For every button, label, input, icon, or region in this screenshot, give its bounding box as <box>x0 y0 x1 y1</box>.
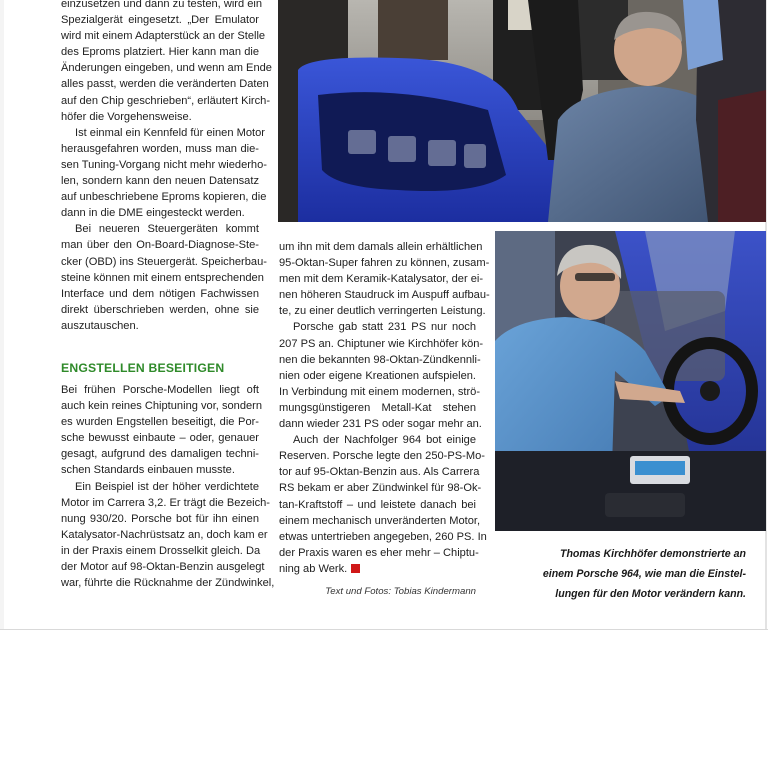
text-line: RS bekam er aber Zündwinkel für 98-Ok- <box>279 482 482 495</box>
caption-line: lungen für den Motor verändern kann. <box>555 588 746 600</box>
text-line: höfer die Vorgehensweise. <box>61 110 192 123</box>
text-line: Spezialgerät eingesetzt. „Der Emulator <box>61 14 259 27</box>
paragraph-964 <box>279 432 487 577</box>
photo-credit: Text und Fotos: Tobias Kindermann <box>325 586 476 597</box>
text-line: men mit dem Keramik-Katalysator, der ei- <box>279 273 484 286</box>
text-line: Porsche gab statt 231 PS nur noch <box>293 321 476 334</box>
text-line: gesagt, aufgrund des damaligen techni- <box>61 448 259 461</box>
end-of-article-mark <box>351 564 360 573</box>
caption-line: einem Porsche 964, wie man die Einstel- <box>542 568 746 580</box>
text-line: 95-Oktan-Super fahren zu können, zusam- <box>279 257 490 270</box>
text-line: Interface und dem nötigen Fachwissen <box>61 287 259 300</box>
paragraph-231-ps <box>279 319 484 432</box>
text-line: herausgefahren worden, muss man die- <box>61 142 259 155</box>
text-line: Ist einmal ein Kennfeld für einen Motor <box>75 126 265 139</box>
text-line: len, sondern kann den neuen Datensatz <box>61 175 259 188</box>
text-line: Bei frühen Porsche-Modellen liegt oft <box>61 383 259 396</box>
caption-line: Thomas Kirchhöfer demonstrierte an <box>559 548 746 560</box>
text-line: es wurden Engstellen beseitigt, die Por- <box>61 416 259 429</box>
text-line: mungsgünstigeren Metall-Kat stehen <box>279 401 476 414</box>
text-column-middle <box>279 239 490 577</box>
text-line: Motor im Carrera 3,2. Er trägt die Bezeich- <box>61 496 271 509</box>
page-bottom-edge <box>0 629 768 630</box>
text-line: Katalysator-Nachrüstsatz an, doch kam er <box>61 528 268 541</box>
text-line: cker (OBD) ins Steuergerät. Speicherbau- <box>61 255 267 268</box>
text-line: der Praxis waren es eher mehr – Chiptu- <box>279 546 479 559</box>
text-line: sche bewusst einbaute – oder, genauer <box>61 432 259 445</box>
text-line: des Eproms platziert. Hier kann man die <box>61 46 259 59</box>
text-line: sen Tuning-Vorgang nicht mehr wiederho- <box>61 158 267 171</box>
text-line: war, führte die Rücknahme der Zündwinkel, <box>61 577 275 590</box>
paragraph-obd <box>61 221 267 334</box>
paragraph-carrera <box>61 479 275 592</box>
text-line: Auch der Nachfolger 964 bot einige <box>293 434 476 447</box>
photo-caption <box>495 544 746 604</box>
text-line: Reserven. Porsche legte den 250-PS-Mo- <box>279 450 485 463</box>
text-line: in der Praxis einem Drosselkit gleich. Da <box>61 544 261 557</box>
photo-cockpit-illustration <box>495 231 766 531</box>
text-line: schen Standards einbauen musste. <box>61 464 235 477</box>
text-line: tor auf 95-Oktan-Benzin aus. Als Carrera <box>279 466 480 479</box>
text-line: nung 930/20. Porsche bot für ihn einen <box>61 512 259 525</box>
text-line: dann in die DME eingesteckt werden. <box>61 207 245 220</box>
paragraph-kennfeld <box>61 125 267 222</box>
text-line: In Verbindung mit einem modernen, strö- <box>279 385 481 398</box>
text-line: ning ab Werk. <box>279 561 476 577</box>
paragraph-engstellen <box>61 382 263 479</box>
text-line: man über den On-Board-Diagnose-Ste- <box>61 239 259 252</box>
text-line: te, zu einer deutlich verringerten Leistung. <box>279 305 486 318</box>
section-heading: ENGSTELLEN BESEITIGEN <box>61 360 225 375</box>
text-line: tan-Kraftstoff – und leistete danach bei <box>279 498 476 511</box>
text-line: alles passt, werden die veränderten Daten <box>61 78 269 91</box>
text-line: 207 PS an. Chiptuner wie Kirchhöfer kön- <box>279 337 484 350</box>
text-line: auch kein reines Chiptuning vor, sondern <box>61 400 263 413</box>
text-line: der Motor auf 98-Oktan-Benzin ausgelegt <box>61 561 265 573</box>
photo-porsche-engine-crowd <box>278 0 766 222</box>
text-line: Ein Beispiel ist der höher verdichtete <box>75 480 259 493</box>
text-line: direkt überschrieben werden, ohne sie <box>61 303 259 316</box>
page-left-shadow <box>0 0 4 630</box>
text-line: auszutauschen. <box>61 319 139 332</box>
text-line: Änderungen eingeben, und wenn am Ende <box>61 62 272 75</box>
photo-crowd-illustration <box>278 0 766 222</box>
paragraph-95-oktan <box>279 239 490 319</box>
text-line: dann wieder 231 PS oder sogar mehr an. <box>279 418 482 431</box>
text-line: nien oder eigene Kreationen aufspielen. <box>279 369 476 382</box>
paragraph-emulator <box>61 0 272 125</box>
text-line: wird mit einem Adapterstück an der Stelle <box>61 30 266 43</box>
text-line: auf unbeschriebene Eproms kopieren, die <box>61 191 267 204</box>
text-line: auf den Chip geschrieben“, erläutert Kirch- <box>61 94 271 107</box>
text-line: etwas untertrieben angegeben, 260 PS. In <box>279 530 487 543</box>
text-line: um ihn mit dem damals allein erhältlichen <box>279 241 483 253</box>
text-line: nen die bekannten 98-Oktan-Zündkennli- <box>279 353 481 366</box>
text-line: Bei neueren Steuergeräten kommt <box>75 223 259 236</box>
text-column-left <box>61 0 275 591</box>
text-line: nen höheren Staudruck im Auspuff aufbau- <box>279 289 490 302</box>
text-line: einzusetzen und dann zu testen, wird ein <box>61 0 263 10</box>
text-line: steine können mit einem entsprechenden <box>61 271 264 284</box>
photo-kirchhoefer-in-car <box>495 231 766 531</box>
text-line: einem mechanisch unveränderten Motor, <box>279 514 481 527</box>
